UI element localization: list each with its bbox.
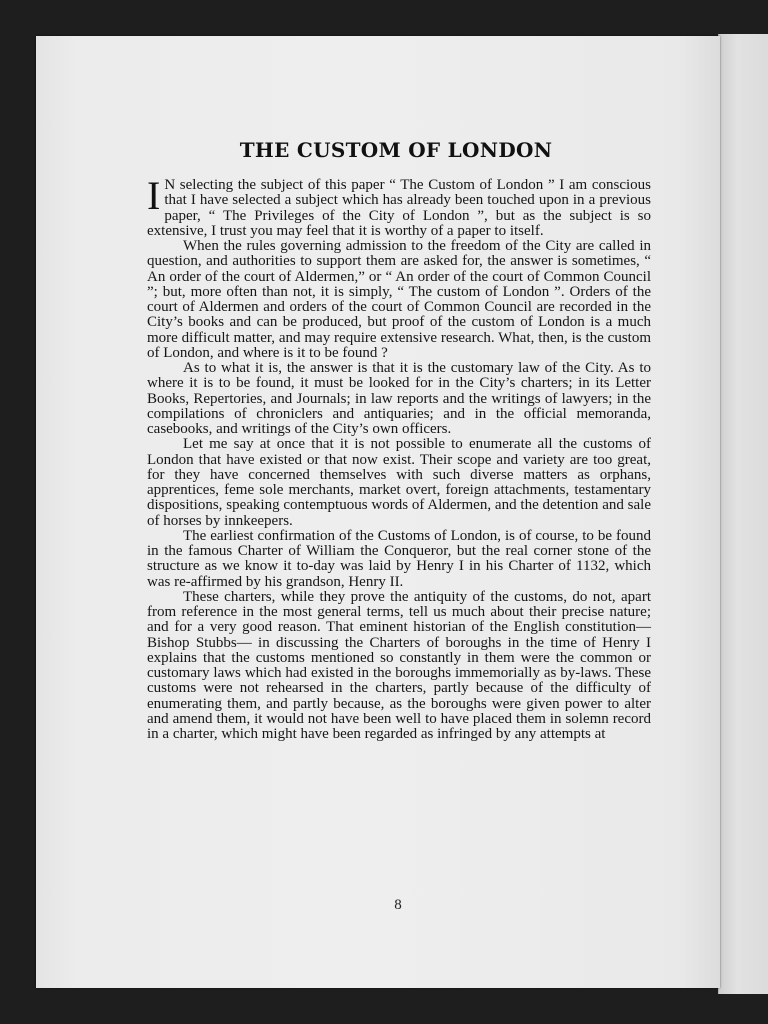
body-text xyxy=(147,173,651,742)
adjacent-page-edge xyxy=(718,34,768,994)
paragraph-1 xyxy=(147,173,651,239)
paragraph-1-text: N selecting the subject of this paper “ The Custom of London ” I am conscious that I have selected a subject which has already been touched upon in a previous paper, “ The Privileges of the City of London ”, but as the subject is so extensive, I trust you may feel that it is worthy of a paper to itself. xyxy=(147,177,651,239)
paragraph-4: Let me say at once that it is not possible to enumerate all the customs of London that have existed or that now exist. Their scope and variety are too great, for they have concerned themselves with such diverse matters as orphans, apprentices, feme sole merchants, market overt, foreign attachments, testamentary dispositions, speaking contemptuous words of Aldermen, and the detention and sale of horses by innkeepers. xyxy=(147,436,651,529)
page-number: 8 xyxy=(394,897,402,913)
drop-cap: I xyxy=(147,173,161,218)
paragraph-3: As to what it is, the answer is that it is the customary law of the City. As to where it is to be found, it must be looked for in the City’s charters; in its Letter Books, Repertories, and Journals; in law reports and the writings of lawyers; in the compilations of chroniclers and antiquaries; and in the official memoranda, casebooks, and writings of the City’s own officers. xyxy=(147,360,651,437)
paragraph-6: These charters, while they prove the antiquity of the customs, do not, apart from reference in the most general terms, tell us much about their precise nature; and for a very good reason. That eminent historian of the English constitution—Bishop Stubbs— in discussing the Charters of boroughs in the time of Henry I explains that the customs mentioned so constantly in them were the common or customary laws which had existed in the boroughs immemorially as by-laws. These customs were not rehearsed in the charters, partly because of the difficulty of enumerating them, and partly because, as the boroughs were given power to alter and amend them, it would not have been well to have placed them in solemn record in a charter, which might have been regarded as infringed by any attempts at xyxy=(147,588,651,742)
paragraph-2: When the rules governing admission to the freedom of the City are called in question, and authorities to support them are asked for, the answer is sometimes, “ An order of the court of Aldermen,” or “ An order of the court of Common Council ”; but, more often than not, it is simply, “ The custom of London ”. Orders of the court of Aldermen and orders of the court of Common Council are recorded in the City’s books and can be produced, but proof of the custom of London is a much more difficult matter, and may require extensive research. What, then, is the custom of London, and where is it to be found ? xyxy=(147,238,651,361)
page-title: THE CUSTOM OF LONDON xyxy=(239,138,553,162)
paragraph-5: The earliest confirmation of the Customs of London, is of course, to be found in the famous Charter of William the Conqueror, but the real corner stone of the structure as we know it to-day was laid by Henry I in his Charter of 1132, which was re-affirmed by his grandson, Henry II. xyxy=(147,527,651,590)
